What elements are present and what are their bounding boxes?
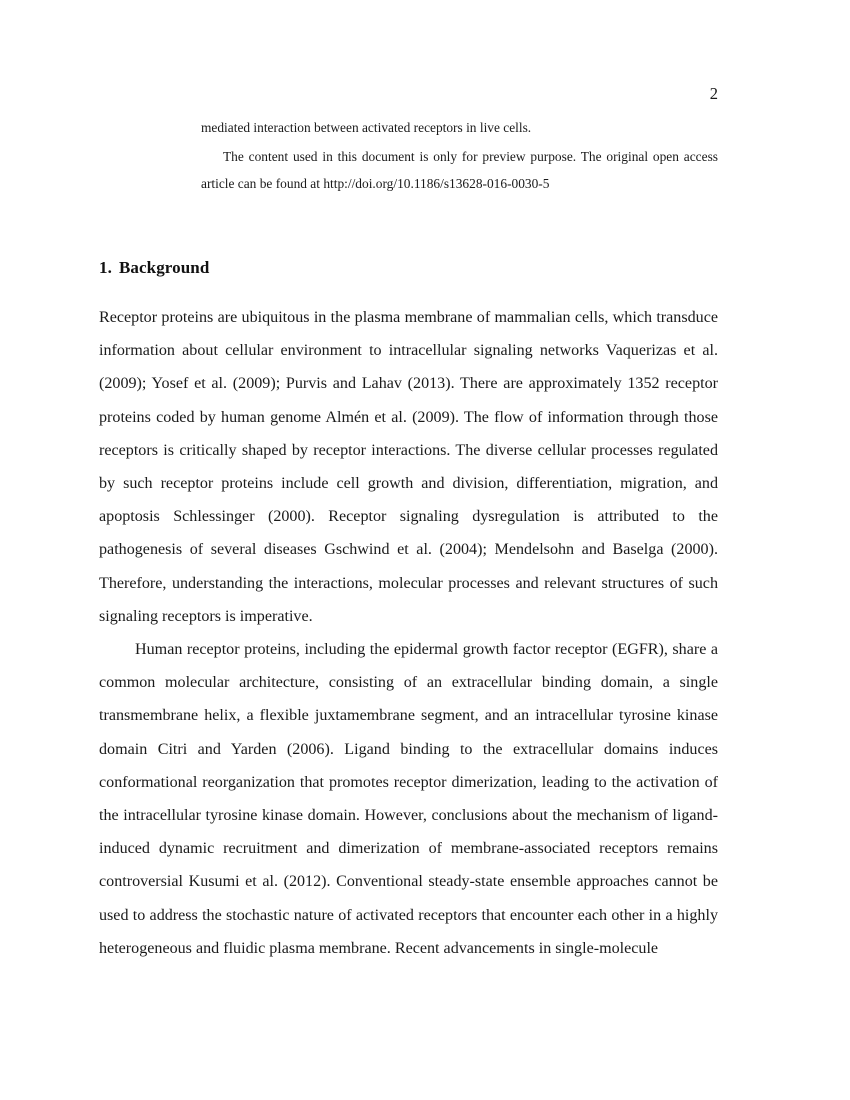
page-number: 2 [709,84,718,103]
body-text-column [99,301,718,965]
section-title: Background [118,258,210,277]
paragraph-background-1: Receptor proteins are ubiquitous in the plasma membrane of mammalian cells, which transduce information about cellular environment to intracellular signaling networks Vaquerizas et al. (2009); Yosef et al. (2009); Purvis and Lahav (2013). There are approximately 1352 receptor proteins coded by human genome Almén et al. (2009). The flow of information through those receptors is critically shaped by receptor interactions. The diverse cellular processes regulated by such receptor proteins include cell growth and division, differentiation, migration, and apoptosis Schlessinger (2000). Receptor signaling dysregulation is attributed to the pathogenesis of several diseases Gschwind et al. (2004); Mendelsohn and Baselga (2000). Therefore, understanding the interactions, molecular processes and relevant structures of such signaling receptors is imperative. [99,309,718,625]
section-heading [99,258,209,278]
continuation-line: mediated interaction between activated receptors in live cells. [201,120,532,135]
section-number: 1. [99,258,112,277]
paragraph-background-2: Human receptor proteins, including the epidermal growth factor receptor (EGFR), share a common molecular architecture, consisting of an extracellular binding domain, a single transmembrane helix, a flexible juxtamembrane segment, and an intracellular tyrosine kinase domain Citri and Yarden (2006). Ligand binding to the extracellular domains induces conformational reorganization that promotes receptor dimerization, leading to the activation of the intracellular tyrosine kinase domain. However, conclusions about the mechanism of ligand-induced dynamic recruitment and dimerization of membrane-associated receptors remains controversial Kusumi et al. (2012). Conventional steady-state ensemble approaches cannot be used to address the stochastic nature of activated receptors that encounter each other in a highly heterogeneous and fluidic plasma membrane. Recent advancements in single-molecule [99,641,718,957]
preview-purpose-text: The content used in this document is only for preview purpose. The original open access article can be found at http://doi.org/10.1186/s13628-016-0030-5 [201,149,718,191]
preview-notice-block [201,114,718,197]
